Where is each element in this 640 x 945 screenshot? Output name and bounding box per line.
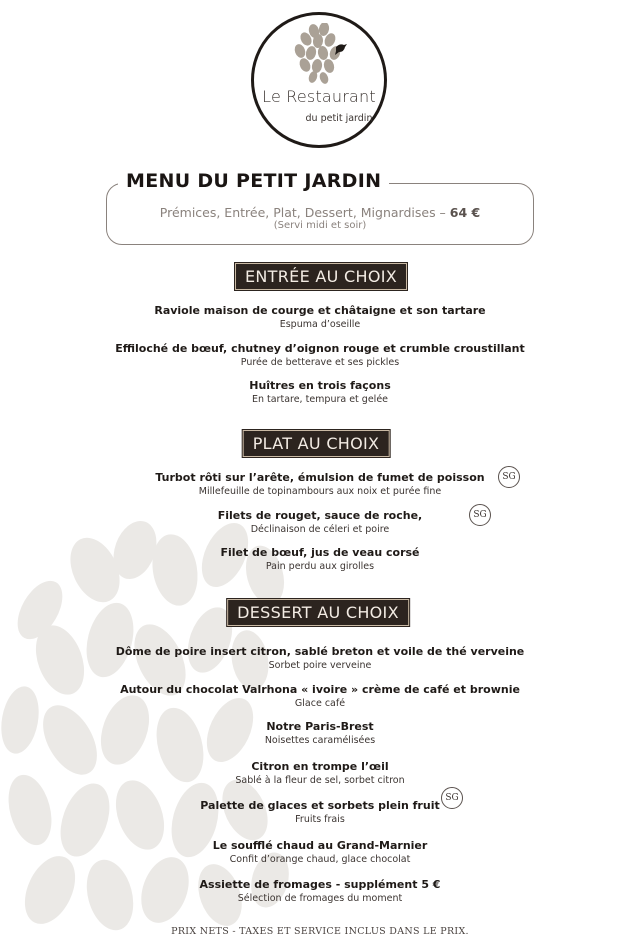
dish-item [0,839,640,866]
dish-description: Glace café [294,698,346,709]
gluten-free-badge: SG [498,466,520,488]
dish-item [0,546,640,573]
dish-description: Espuma d’oseille [279,319,361,330]
dish-title: Notre Paris-Brest [266,720,374,733]
dish-item [0,683,640,710]
dish-item [0,304,640,331]
section-plat-header: PLAT AU CHOIX [243,430,390,457]
dish-item [0,379,640,406]
formula-courses: Prémices, Entrée, Plat, Dessert, Mignardises – [159,205,450,220]
price-footer-note: PRIX NETS - TAXES ET SERVICE INCLUS DANS LE PRIX. [171,926,469,937]
dish-title: Dôme de poire insert citron, sablé breton et voile de thé verveine [115,645,525,658]
gluten-free-badge: SG [469,504,491,526]
dish-item [0,509,640,536]
dish-title: Filet de bœuf, jus de veau corsé [220,546,420,559]
menu-formula [106,205,534,220]
dish-title: Filets de rouget, sauce de roche, [217,509,423,522]
dish-title: Autour du chocolat Valrhona « ivoire » crème de café et brownie [120,683,520,696]
dish-title: Turbot rôti sur l’arête, émulsion de fumet de poisson [155,471,485,484]
menu-served-note: (Servi midi et soir) [273,220,367,231]
dish-description: Sélection de fromages du moment [237,893,403,904]
dish-title: Raviole maison de courge et châtaigne et son tartare [154,304,486,317]
dish-title: Effiloché de bœuf, chutney d’oignon rouge et crumble croustillant [115,342,525,355]
restaurant-logo [251,12,387,148]
dish-description: Noisettes caramélisées [264,735,376,746]
menu-title: MENU DU PETIT JARDIN [118,170,389,192]
section-dessert-header: DESSERT AU CHOIX [227,599,409,626]
dish-item [0,760,640,787]
dish-description: Déclinaison de céleri et poire [250,524,390,535]
dish-description: Pain perdu aux girolles [265,561,375,572]
dish-description: En tartare, tempura et gelée [251,394,389,405]
gluten-free-badge: SG [441,787,463,809]
dish-title: Huîtres en trois façons [249,379,391,392]
section-entree-header: ENTRÉE AU CHOIX [235,263,407,290]
menu-price: 64 € [449,205,481,220]
dish-description: Fruits frais [295,814,345,825]
dish-item [0,878,640,905]
dish-item [0,799,640,826]
dish-item [0,342,640,369]
restaurant-subtitle: du petit jardin [305,113,373,124]
tree-with-bird-icon [292,23,352,85]
dish-item [0,645,640,672]
restaurant-name: Le Restaurant [262,87,376,106]
dish-item [0,471,640,498]
dish-title: Assiette de fromages - supplément 5 € [199,878,441,891]
dish-title: Le soufflé chaud au Grand-Marnier [212,839,428,852]
dish-description: Sorbet poire verveine [268,660,372,671]
dish-description: Millefeuille de topinambours aux noix et purée fine [198,486,442,497]
dish-description: Sablé à la fleur de sel, sorbet citron [235,775,405,786]
dish-description: Purée de betterave et ses pickles [240,357,400,368]
dish-title: Citron en trompe l’œil [251,760,389,773]
dish-item [0,720,640,747]
dish-title: Palette de glaces et sorbets plein fruit [200,799,440,812]
dish-description: Confit d’orange chaud, glace chocolat [229,854,411,865]
